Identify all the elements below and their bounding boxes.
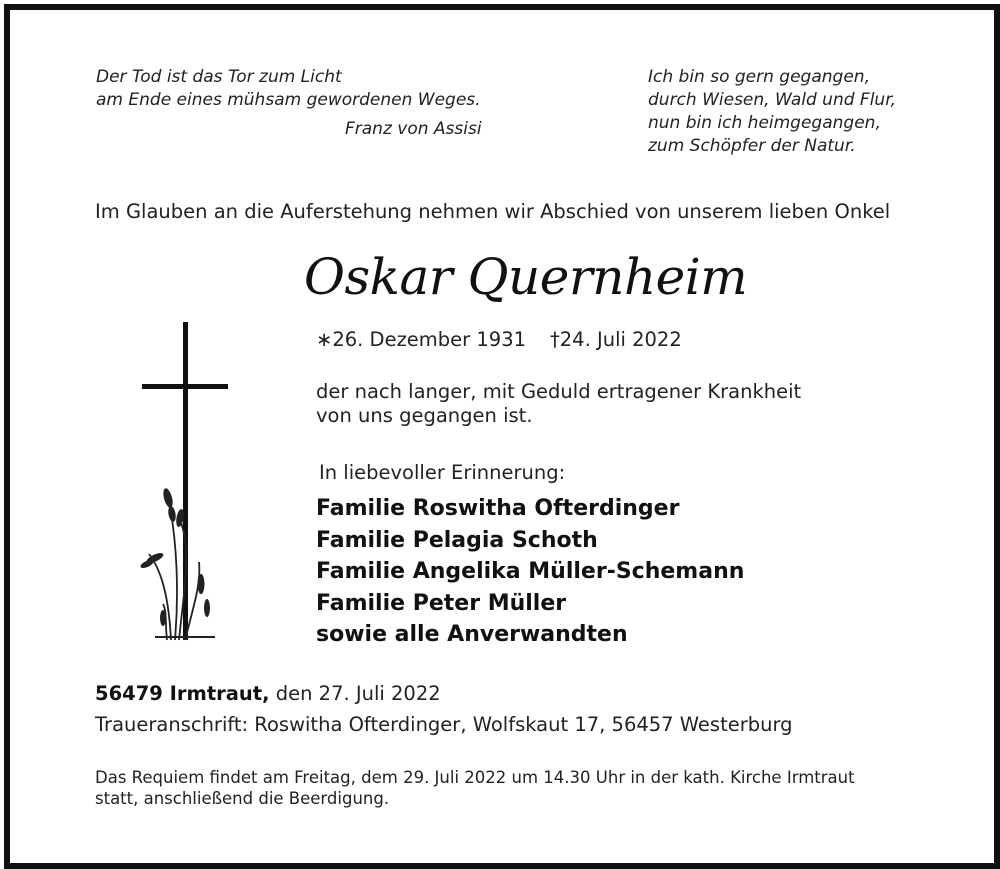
quote-right-line: Ich bin so gern gegangen, — [648, 67, 870, 87]
quote-left-line: am Ende eines mühsam gewordenen Weges. — [96, 90, 481, 110]
mourner-item: Familie Roswitha Ofterdinger — [316, 496, 680, 521]
deceased-name: Oskar Quernheim — [304, 248, 748, 306]
quote-right-line: durch Wiesen, Wald und Flur, — [648, 90, 897, 110]
birth-symbol: ∗ — [316, 328, 333, 351]
requiem-info — [95, 767, 855, 809]
mourner-item: Familie Peter Müller — [316, 590, 567, 616]
remembrance-label: In liebevoller Erinnerung: — [319, 461, 566, 484]
death-date-text: 24. Juli 2022 — [559, 328, 682, 351]
mourner-item: Familie Angelika Müller-Schemann — [316, 559, 745, 584]
cross-with-wheat-icon — [135, 322, 235, 642]
message-line: der nach langer, mit Geduld ertragener Krankheit — [316, 380, 802, 403]
quote-left — [96, 66, 481, 112]
quote-left-line: Der Tod ist das Tor zum Licht — [96, 67, 342, 87]
mourner-item: Familie Pelagia Schoth — [316, 527, 598, 553]
place: 56479 Irmtraut, — [95, 682, 270, 705]
date: den 27. Juli 2022 — [275, 682, 441, 705]
death-symbol: † — [550, 328, 560, 351]
obituary-notice — [4, 4, 1000, 869]
mourner-item: sowie alle Anverwandten — [316, 622, 628, 647]
death-date — [550, 328, 682, 351]
intro-text: Im Glauben an die Auferstehung nehmen wir Abschied von unserem lieben Onkel — [95, 200, 891, 223]
place-date — [95, 682, 441, 706]
quote-right-line: zum Schöpfer der Natur. — [648, 136, 856, 156]
birth-date — [316, 328, 526, 351]
mourners-list — [316, 493, 744, 651]
quote-right — [648, 66, 896, 158]
requiem-line: statt, anschließend die Beerdigung. — [95, 789, 390, 808]
birth-date-text: 26. Dezember 1931 — [332, 328, 527, 351]
quote-right-line: nun bin ich heimgegangen, — [648, 113, 881, 133]
mourning-address: Traueranschrift: Roswitha Ofterdinger, Wolfskaut 17, 56457 Westerburg — [95, 713, 793, 736]
quote-left-author: Franz von Assisi — [345, 119, 482, 139]
message-line: von uns gegangen ist. — [316, 404, 533, 427]
message — [316, 380, 801, 428]
requiem-line: Das Requiem findet am Freitag, dem 29. Juli 2022 um 14.30 Uhr in der kath. Kirche Irmtraut — [95, 768, 855, 787]
